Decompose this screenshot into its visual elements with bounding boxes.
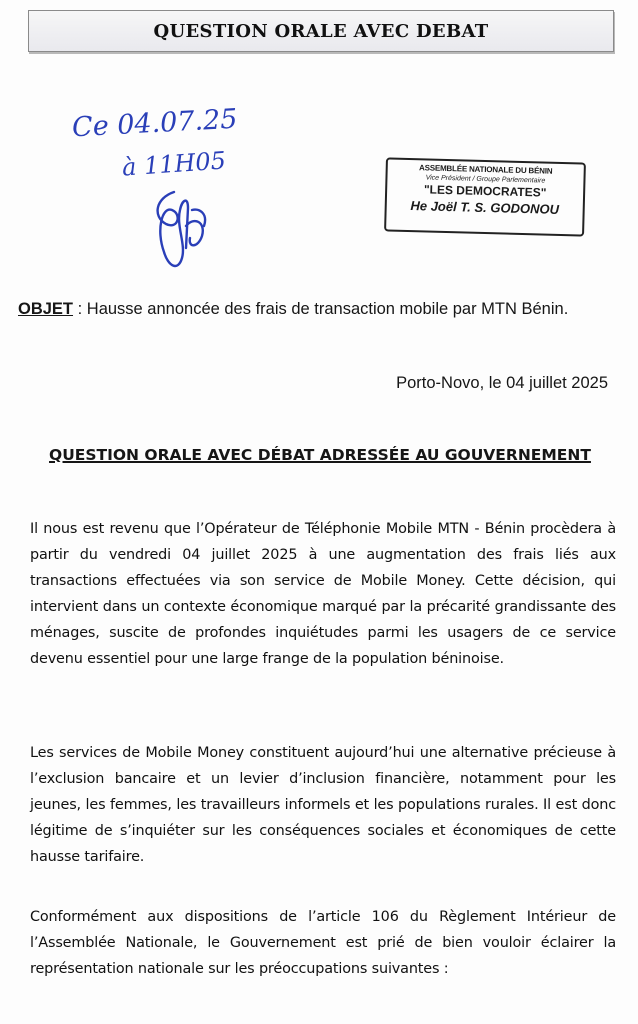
handwritten-time: à 11H05 (121, 146, 227, 182)
stamp-institution: ASSEMBLÉE NATIONALE DU BÉNIN (418, 163, 553, 176)
paragraph-2: Les services de Mobile Money constituent aujourd’hui une alternative précieuse à l’exclusion bancaire et un levier d’inclusion financière, notamment pour les jeunes, les femmes, les travailleurs informels et les populations rurales. Il est donc légitime de s’inquiéter sur les conséquences sociales et économiques de cette hausse tarifaire. (30, 745, 616, 865)
stamp-name: He Joël T. S. GODONOU (410, 198, 560, 217)
stamp-role: Vice Président / Groupe Parlementaire (425, 174, 546, 185)
subject-line (18, 298, 618, 321)
subject-text: Hausse annoncée des frais de transaction mobile par MTN Bénin. (86, 300, 569, 318)
stamp-group: "LES DEMOCRATES" (423, 182, 547, 200)
subject-label: OBJET (18, 300, 74, 318)
signature-icon (142, 186, 222, 276)
header-box (28, 10, 614, 52)
paragraph-3: Conformément aux dispositions de l’article 106 du Règlement Intérieur de l’Assemblée Nationale, le Gouvernement est prié de bien vouloir éclairer la représentation nationale sur les préoccupations suivantes : (30, 909, 616, 977)
official-stamp (384, 157, 586, 236)
body-title: QUESTION ORALE AVEC DÉBAT ADRESSÉE AU GOUVERNEMENT (49, 446, 591, 464)
subject-separator: : (73, 300, 87, 318)
paragraph-1: Il nous est revenu que l’Opérateur de Téléphonie Mobile MTN - Bénin procèdera à partir du vendredi 04 juillet 2025 à une augmentation des frais liés aux transactions effectuées via son service de Mobile Money. Cette décision, qui intervient dans un contexte économique marqué par la précarité grandissante des ménages, suscite de profondes inquiétudes parmi les usagers de ce service devenu essentiel pour une large frange de la population béninoise. (30, 521, 616, 667)
handwritten-date: Ce 04.07.25 (71, 103, 239, 144)
handwritten-note (70, 103, 270, 273)
header-title: QUESTION ORALE AVEC DEBAT (153, 20, 489, 42)
place-date: Porto-Novo, le 04 juillet 2025 (396, 374, 608, 392)
